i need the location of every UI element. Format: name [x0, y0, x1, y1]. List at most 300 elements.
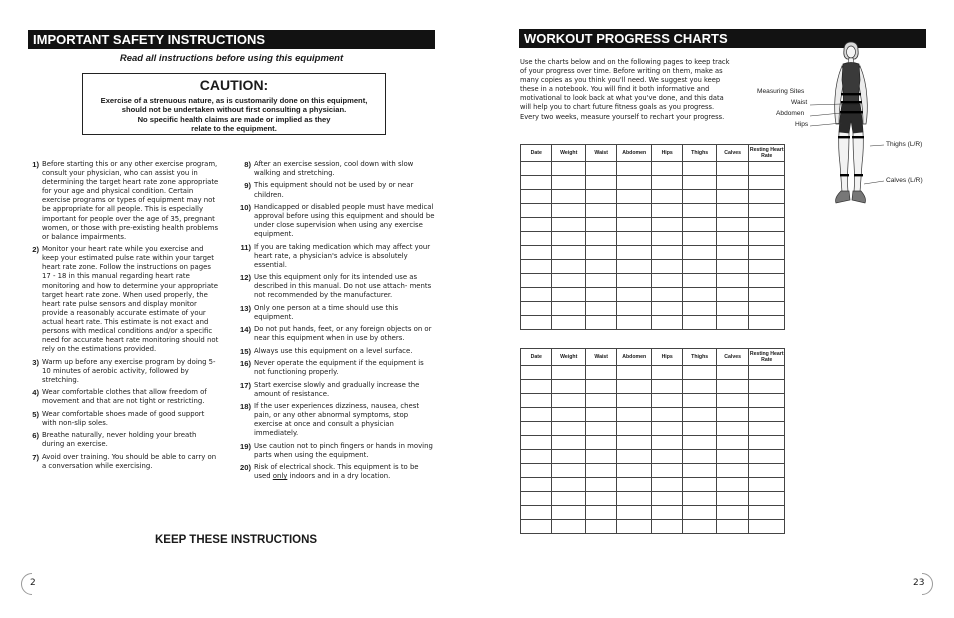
table-cell[interactable] — [552, 408, 586, 422]
table-row — [521, 260, 785, 274]
instruction-item — [28, 453, 220, 471]
instruction-text: Use this equipment only for its intended use as described in this manual. Do not use attach- ments not recommended by the manufacturer. — [254, 273, 432, 300]
table-header-row — [521, 145, 785, 162]
table-cell[interactable] — [585, 366, 616, 380]
progress-header: WORKOUT PROGRESS CHARTS — [519, 29, 926, 48]
table-cell[interactable] — [585, 204, 616, 218]
table-cell[interactable] — [749, 380, 785, 394]
table-cell[interactable] — [617, 190, 652, 204]
table-cell[interactable] — [585, 288, 616, 302]
table-cell[interactable] — [749, 288, 785, 302]
table-cell[interactable] — [651, 422, 682, 436]
instruction-item — [28, 431, 220, 449]
table-cell[interactable] — [552, 422, 586, 436]
table-cell[interactable] — [651, 492, 682, 506]
instruction-text: Monitor your heart rate while you exercise and keep your estimated pulse rate within your target heart rate zone. Follow the instructions on pages 17 - 18 in this manual regarding heart rate monitoring and how to determine your appropriate target heart rate zone. When used properly, the heart rate pulse sensors and display monitor provide a reasonably accurate estimate of your actual heart rate. This estimate is not exact and persons with medical conditions and/or a specific need for accurate heart rate monitoring should not rely on the estimations provided. — [42, 245, 219, 354]
table-cell[interactable] — [552, 232, 586, 246]
table-cell[interactable] — [749, 246, 785, 260]
instruction-number: 15) — [240, 346, 251, 356]
instructions-column-2 — [236, 160, 435, 485]
table-row — [521, 366, 785, 380]
table-cell[interactable] — [651, 520, 682, 534]
table-cell[interactable] — [651, 394, 682, 408]
table-cell[interactable] — [651, 162, 682, 176]
table-cell[interactable] — [585, 190, 616, 204]
table-cell[interactable] — [585, 436, 616, 450]
table-row — [521, 176, 785, 190]
table-cell[interactable] — [521, 520, 552, 534]
table-cell[interactable] — [585, 394, 616, 408]
instruction-text: Only one person at a time should use this equipment. — [254, 303, 399, 321]
table-cell[interactable] — [651, 464, 682, 478]
table-cell[interactable] — [617, 260, 652, 274]
table-cell[interactable] — [521, 288, 552, 302]
table-cell[interactable] — [521, 190, 552, 204]
table-cell[interactable] — [521, 464, 552, 478]
instruction-text: Handicapped or disabled people must have medical approval before using this equipment and should be under close supervision when using any exercise equipment. — [254, 202, 435, 239]
table-cell[interactable] — [716, 316, 748, 330]
caution-title: CAUTION: — [199, 77, 269, 93]
page-number-left: 2 — [30, 578, 36, 588]
table-cell[interactable] — [521, 366, 552, 380]
caution-line: relate to the equipment. — [191, 124, 277, 134]
table-cell[interactable] — [749, 492, 785, 506]
table-cell[interactable] — [617, 366, 652, 380]
table-cell[interactable] — [749, 302, 785, 316]
table-cell[interactable] — [651, 232, 682, 246]
table-cell[interactable] — [521, 316, 552, 330]
instruction-item — [236, 203, 435, 239]
table-cell[interactable] — [521, 218, 552, 232]
table-column-header: Weight — [552, 145, 586, 162]
table-cell[interactable] — [683, 478, 717, 492]
table-cell[interactable] — [617, 302, 652, 316]
table-cell[interactable] — [617, 162, 652, 176]
table-cell[interactable] — [617, 288, 652, 302]
table-cell[interactable] — [749, 506, 785, 520]
table-cell[interactable] — [617, 520, 652, 534]
table-cell[interactable] — [716, 204, 748, 218]
table-cell[interactable] — [716, 162, 748, 176]
table-cell[interactable] — [716, 380, 748, 394]
table-cell[interactable] — [716, 190, 748, 204]
table-cell[interactable] — [552, 274, 586, 288]
instruction-number: 2) — [32, 245, 39, 255]
page-number-right: 23 — [913, 578, 925, 588]
table-row — [521, 162, 785, 176]
instruction-number: 16) — [240, 359, 251, 369]
table-cell[interactable] — [617, 492, 652, 506]
instruction-item — [28, 358, 220, 385]
instruction-item — [236, 347, 435, 356]
instruction-text: Before starting this or any other exercise program, consult your physician, who can assist you in determining the target heart rate zone appropriate for your age and physical condition. Certain exercise programs or types of equipment may not be appropriate for all people. This is especially important for people over the age of 35, pregnant women, or those with pre-existing health problems or balance impairments. — [42, 160, 219, 241]
table-cell[interactable] — [651, 366, 682, 380]
table-cell[interactable] — [749, 478, 785, 492]
instruction-text-part: indoors and in a dry location. — [287, 472, 391, 481]
instruction-number: 17) — [240, 380, 251, 390]
table-cell[interactable] — [552, 394, 586, 408]
table-cell[interactable] — [749, 218, 785, 232]
table-cell[interactable] — [683, 506, 717, 520]
caution-line: No specific health claims are made or implied as they — [137, 114, 331, 124]
table-cell[interactable] — [552, 204, 586, 218]
instruction-text: Do not put hands, feet, or any foreign objects on or near this equipment when in use by others. — [254, 325, 432, 343]
table-cell[interactable] — [749, 316, 785, 330]
table-cell[interactable] — [716, 422, 748, 436]
table-row — [521, 302, 785, 316]
table-cell[interactable] — [651, 478, 682, 492]
table-cell[interactable] — [585, 260, 616, 274]
table-cell[interactable] — [521, 450, 552, 464]
table-cell[interactable] — [683, 204, 717, 218]
instruction-text: Breathe naturally, never holding your breath during an exercise. — [42, 431, 197, 449]
table-cell[interactable] — [521, 492, 552, 506]
table-cell[interactable] — [651, 190, 682, 204]
table-cell[interactable] — [683, 274, 717, 288]
table-cell[interactable] — [585, 492, 616, 506]
caution-line: Exercise of a strenuous nature, as is customarily done on this equipment, — [100, 96, 368, 105]
table-cell[interactable] — [617, 408, 652, 422]
instruction-text: Never operate the equipment if the equipment is not functioning properly. — [254, 359, 424, 377]
table-cell[interactable] — [552, 302, 586, 316]
instruction-text: This equipment should not be used by or near children. — [254, 181, 414, 199]
table-row — [521, 478, 785, 492]
table-cell[interactable] — [585, 232, 616, 246]
table-cell[interactable] — [521, 380, 552, 394]
table-cell[interactable] — [521, 422, 552, 436]
table-cell[interactable] — [651, 436, 682, 450]
table-cell[interactable] — [617, 478, 652, 492]
label-measuring-sites: Measuring Sites — [757, 88, 805, 95]
table-cell[interactable] — [683, 176, 717, 190]
table-cell[interactable] — [552, 478, 586, 492]
table-cell[interactable] — [683, 436, 717, 450]
table-column-header: Waist — [585, 349, 616, 366]
table-cell[interactable] — [552, 316, 586, 330]
table-column-header: Calves — [716, 349, 748, 366]
table-cell[interactable] — [716, 464, 748, 478]
instruction-number: 14) — [240, 325, 251, 335]
table-cell[interactable] — [617, 464, 652, 478]
instruction-number: 18) — [240, 402, 251, 412]
table-column-header: Abdomen — [617, 349, 652, 366]
table-cell[interactable] — [552, 218, 586, 232]
table-cell[interactable] — [552, 506, 586, 520]
instruction-text: Wear comfortable shoes made of good support with non-slip soles. — [42, 409, 205, 427]
table-cell[interactable] — [552, 288, 586, 302]
table-cell[interactable] — [716, 506, 748, 520]
table-row — [521, 288, 785, 302]
table-cell[interactable] — [521, 162, 552, 176]
table-cell[interactable] — [716, 218, 748, 232]
table-cell[interactable] — [585, 520, 616, 534]
table-cell[interactable] — [521, 506, 552, 520]
table-cell[interactable] — [683, 162, 717, 176]
instruction-text: If you are taking medication which may affect your heart rate, a physician's advice is absolutely essential. — [254, 242, 431, 269]
table-cell[interactable] — [585, 246, 616, 260]
table-cell[interactable] — [683, 246, 717, 260]
instruction-item — [236, 381, 435, 399]
table-cell[interactable] — [716, 176, 748, 190]
instruction-item — [236, 325, 435, 343]
instruction-underlined-word: only — [272, 472, 288, 481]
table-cell[interactable] — [749, 436, 785, 450]
table-cell[interactable] — [683, 450, 717, 464]
table-cell[interactable] — [585, 316, 616, 330]
table-cell[interactable] — [521, 274, 552, 288]
progress-table-1 — [520, 144, 785, 330]
safety-subtitle: Read all instructions before using this equipment — [119, 53, 344, 64]
instruction-number: 12) — [240, 273, 251, 283]
table-cell[interactable] — [585, 464, 616, 478]
instruction-item — [28, 245, 220, 354]
table-cell[interactable] — [552, 380, 586, 394]
table-cell[interactable] — [521, 232, 552, 246]
table-row — [521, 232, 785, 246]
table-cell[interactable] — [552, 366, 586, 380]
progress-table-2 — [520, 348, 785, 534]
table-cell[interactable] — [749, 274, 785, 288]
instruction-text: Wear comfortable clothes that allow freedom of movement and that are not tight or restricting. — [42, 388, 207, 406]
table-cell[interactable] — [749, 422, 785, 436]
table-cell[interactable] — [651, 288, 682, 302]
instruction-item — [28, 410, 220, 428]
instruction-item — [236, 359, 435, 377]
table-cell[interactable] — [521, 478, 552, 492]
table-cell[interactable] — [716, 478, 748, 492]
table-row — [521, 380, 785, 394]
table-cell[interactable] — [617, 450, 652, 464]
table-cell[interactable] — [552, 492, 586, 506]
table-cell[interactable] — [617, 436, 652, 450]
table-cell[interactable] — [651, 260, 682, 274]
table-cell[interactable] — [683, 190, 717, 204]
table-cell[interactable] — [683, 520, 717, 534]
table-cell[interactable] — [716, 274, 748, 288]
table-cell[interactable] — [552, 520, 586, 534]
table-cell[interactable] — [521, 436, 552, 450]
table-cell[interactable] — [521, 246, 552, 260]
table-cell[interactable] — [683, 422, 717, 436]
table-cell[interactable] — [552, 450, 586, 464]
table-cell[interactable] — [617, 232, 652, 246]
table-cell[interactable] — [716, 450, 748, 464]
table-cell[interactable] — [617, 506, 652, 520]
instruction-text: After an exercise session, cool down with slow walking and stretching. — [254, 160, 414, 178]
table-cell[interactable] — [651, 274, 682, 288]
instruction-item — [236, 273, 435, 300]
table-column-header: Thighs — [683, 349, 717, 366]
table-row — [521, 394, 785, 408]
instruction-number: 4) — [32, 388, 39, 398]
table-cell[interactable] — [683, 492, 717, 506]
table-cell[interactable] — [521, 302, 552, 316]
table-cell[interactable] — [585, 176, 616, 190]
instruction-number: 7) — [32, 452, 39, 462]
label-thighs: Thighs (L/R) — [886, 141, 923, 148]
table-cell[interactable] — [585, 302, 616, 316]
table-cell[interactable] — [749, 260, 785, 274]
table-cell[interactable] — [683, 316, 717, 330]
instruction-number: 1) — [32, 160, 39, 169]
table-cell[interactable] — [585, 162, 616, 176]
table-cell[interactable] — [617, 316, 652, 330]
instruction-text: If the user experiences dizziness, nausea, chest pain, or any other abnormal symptoms, stop exercise at once and consult a physician immediately. — [254, 402, 420, 438]
instruction-number: 10) — [240, 202, 251, 212]
instruction-item — [236, 304, 435, 322]
table-cell[interactable] — [749, 464, 785, 478]
table-cell[interactable] — [716, 520, 748, 534]
table-cell[interactable] — [683, 288, 717, 302]
table-cell[interactable] — [716, 246, 748, 260]
table-cell[interactable] — [585, 506, 616, 520]
table-row — [521, 492, 785, 506]
table-cell[interactable] — [716, 436, 748, 450]
table-cell[interactable] — [585, 450, 616, 464]
table-cell[interactable] — [749, 394, 785, 408]
table-column-header: Waist — [585, 145, 616, 162]
table-cell[interactable] — [749, 204, 785, 218]
table-cell[interactable] — [651, 316, 682, 330]
instruction-item — [28, 388, 220, 406]
table-cell[interactable] — [651, 450, 682, 464]
table-cell[interactable] — [617, 422, 652, 436]
table-cell[interactable] — [651, 302, 682, 316]
table-cell[interactable] — [651, 246, 682, 260]
table-cell[interactable] — [552, 190, 586, 204]
table-cell[interactable] — [716, 288, 748, 302]
table-cell[interactable] — [585, 274, 616, 288]
table-cell[interactable] — [521, 260, 552, 274]
table-row — [521, 274, 785, 288]
table-cell[interactable] — [716, 366, 748, 380]
instruction-item — [236, 160, 435, 178]
table-cell[interactable] — [683, 366, 717, 380]
table-cell[interactable] — [716, 260, 748, 274]
table-cell[interactable] — [683, 464, 717, 478]
instruction-number: 6) — [32, 431, 39, 441]
table-cell[interactable] — [521, 176, 552, 190]
table-cell[interactable] — [521, 394, 552, 408]
table-cell[interactable] — [683, 380, 717, 394]
progress-intro: Use the charts below and on the following pages to keep track of your progress over time. Before writing on them, make as many copies as you think you'll need. We suggest you keep these in a notebook. You will find it both informative and motivational to look back at what you've done, and this data will help you to chart future fitness goals as you progress. Every two weeks, measure yourself to rechart your progress. — [520, 58, 730, 121]
caution-box — [82, 73, 386, 135]
table-row — [521, 316, 785, 330]
instruction-item — [236, 181, 435, 199]
table-cell[interactable] — [683, 394, 717, 408]
table-cell[interactable] — [651, 218, 682, 232]
table-column-header: Weight — [552, 349, 586, 366]
table-cell[interactable] — [749, 190, 785, 204]
keep-instructions-footer: KEEP THESE INSTRUCTIONS — [155, 534, 318, 546]
instruction-text — [254, 463, 435, 481]
table-cell[interactable] — [552, 162, 586, 176]
table-row — [521, 422, 785, 436]
table-cell[interactable] — [651, 176, 682, 190]
table-row — [521, 520, 785, 534]
instructions-column-1 — [28, 160, 220, 474]
table-cell[interactable] — [716, 232, 748, 246]
table-cell[interactable] — [683, 408, 717, 422]
table-cell[interactable] — [521, 408, 552, 422]
table-cell[interactable] — [749, 520, 785, 534]
table-cell[interactable] — [749, 366, 785, 380]
table-column-header: Thighs — [683, 145, 717, 162]
table-cell[interactable] — [651, 408, 682, 422]
table-cell[interactable] — [617, 246, 652, 260]
table-cell[interactable] — [651, 380, 682, 394]
table-cell[interactable] — [617, 204, 652, 218]
instruction-text: Use caution not to pinch fingers or hands in moving parts when using the equipment. — [254, 441, 433, 459]
table-cell[interactable] — [552, 260, 586, 274]
table-cell[interactable] — [552, 176, 586, 190]
table-cell[interactable] — [617, 218, 652, 232]
table-cell[interactable] — [585, 408, 616, 422]
caution-line: should not be undertaken without first consulting a physician. — [121, 105, 347, 115]
table-column-header: Resting Heart Rate — [749, 349, 785, 366]
table-cell[interactable] — [552, 246, 586, 260]
table-column-header: Calves — [716, 145, 748, 162]
instruction-item — [236, 402, 435, 438]
label-hips: Hips — [795, 121, 809, 128]
table-cell[interactable] — [521, 204, 552, 218]
table-cell[interactable] — [716, 492, 748, 506]
label-calves: Calves (L/R) — [886, 177, 923, 184]
table-column-header: Date — [521, 145, 552, 162]
instruction-number: 11) — [240, 242, 251, 252]
instruction-number: 5) — [32, 409, 39, 419]
table-cell[interactable] — [651, 204, 682, 218]
table-cell[interactable] — [552, 436, 586, 450]
table-cell[interactable] — [617, 380, 652, 394]
instruction-number: 20) — [240, 463, 251, 473]
instruction-number: 3) — [32, 357, 39, 367]
table-cell[interactable] — [716, 302, 748, 316]
caution-body — [83, 96, 385, 134]
table-row — [521, 464, 785, 478]
table-cell[interactable] — [683, 302, 717, 316]
table-cell[interactable] — [585, 380, 616, 394]
table-cell[interactable] — [585, 478, 616, 492]
table-cell[interactable] — [749, 450, 785, 464]
table-cell[interactable] — [617, 394, 652, 408]
table-cell[interactable] — [683, 232, 717, 246]
instruction-number: 9) — [244, 181, 251, 191]
label-abdomen: Abdomen — [776, 110, 805, 117]
table-column-header: Hips — [651, 349, 682, 366]
instruction-number: 19) — [240, 441, 251, 451]
table-cell[interactable] — [749, 408, 785, 422]
table-cell[interactable] — [716, 394, 748, 408]
table-cell[interactable] — [683, 218, 717, 232]
instruction-text: Warm up before any exercise program by doing 5-10 minutes of aerobic activity, followed by stretching. — [42, 357, 216, 384]
table-column-header: Resting Heart Rate — [749, 145, 785, 162]
table-cell[interactable] — [585, 218, 616, 232]
table-cell[interactable] — [749, 232, 785, 246]
table-cell[interactable] — [617, 176, 652, 190]
table-cell[interactable] — [683, 260, 717, 274]
table-cell[interactable] — [716, 408, 748, 422]
table-row — [521, 408, 785, 422]
instruction-number: 13) — [240, 303, 251, 313]
table-cell[interactable] — [552, 464, 586, 478]
table-row — [521, 436, 785, 450]
table-cell[interactable] — [585, 422, 616, 436]
table-cell[interactable] — [617, 274, 652, 288]
instruction-item — [236, 243, 435, 270]
table-cell[interactable] — [651, 506, 682, 520]
table-row — [521, 218, 785, 232]
